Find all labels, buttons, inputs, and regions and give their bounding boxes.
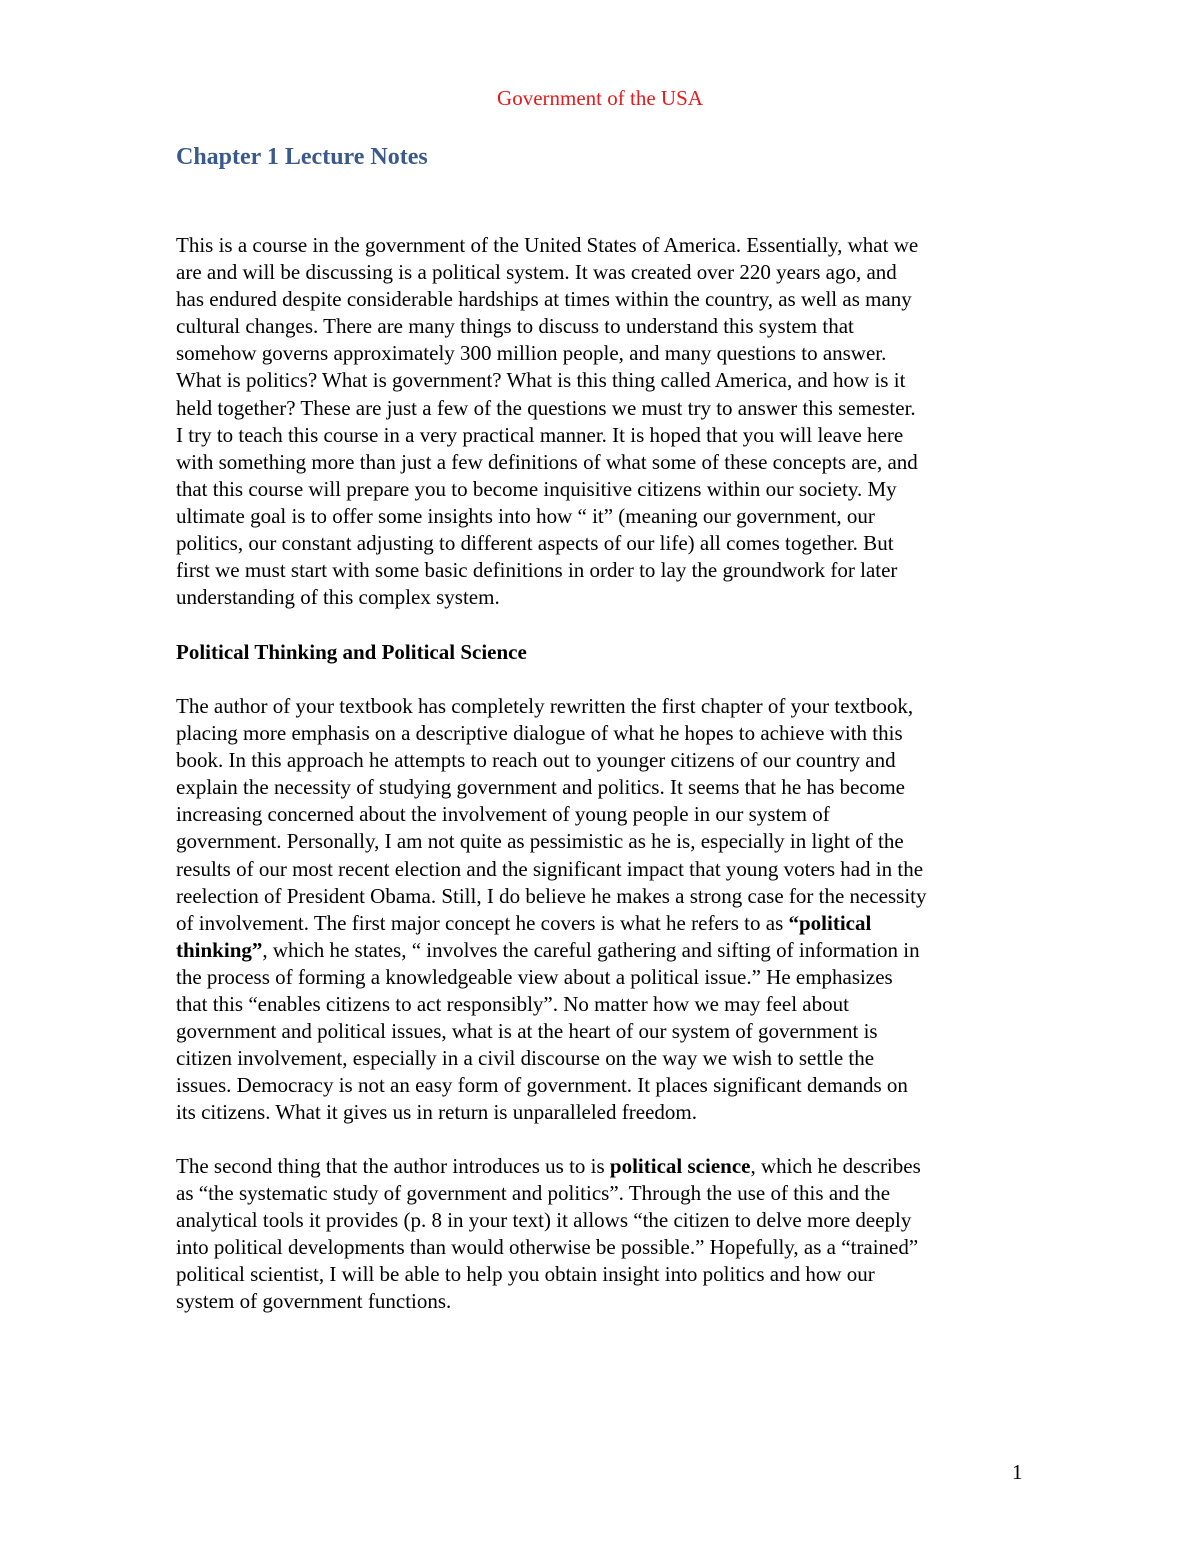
paragraph-line: has endured despite considerable hardships at times within the country, as well as many xyxy=(176,287,912,312)
paragraph-line: What is politics? What is government? What is this thing called America, and how is it xyxy=(176,368,906,393)
paragraph-line: analytical tools it provides (p. 8 in your text) it allows “the citizen to delve more deeply xyxy=(176,1208,912,1233)
body-paragraph-1 xyxy=(176,693,1036,1127)
page-number: 1 xyxy=(1012,1460,1023,1484)
body-paragraph-2 xyxy=(176,1153,1036,1316)
paragraph-line: This is a course in the government of the United States of America. Essentially, what we xyxy=(176,233,919,257)
paragraph-line: I try to teach this course in a very practical manner. It is hoped that you will leave here xyxy=(176,422,904,447)
paragraph-line: that this “enables citizens to act responsibly”. No matter how we may feel about xyxy=(176,992,849,1017)
paragraph-line: that this course will prepare you to become inquisitive citizens within our society. My xyxy=(176,476,897,501)
line-text: , which he states, “ involves the careful gathering and sifting of information in xyxy=(262,937,920,962)
paragraph-line: issues. Democracy is not an easy form of government. It places significant demands on xyxy=(176,1073,908,1098)
paragraph-line: understanding of this complex system. xyxy=(176,585,500,610)
paragraph-line: increasing concerned about the involvement of young people in our system of xyxy=(176,802,830,827)
intro-paragraph xyxy=(176,232,1036,611)
paragraph-line xyxy=(176,937,1036,964)
paragraph-line: with something more than just a few definitions of what some of these concepts are, and xyxy=(176,449,918,474)
line-text: of involvement. The first major concept he covers is what he refers to as xyxy=(176,910,789,935)
paragraph-line: book. In this approach he attempts to reach out to younger citizens of our country and xyxy=(176,748,896,773)
paragraph-line: the process of forming a knowledgeable view about a political issue.” He emphasizes xyxy=(176,964,893,989)
paragraph-line: are and will be discussing is a political system. It was created over 220 years ago, and xyxy=(176,260,897,285)
section-heading: Political Thinking and Political Science xyxy=(176,640,527,664)
paragraph-line: government. Personally, I am not quite as pessimistic as he is, especially in light of the xyxy=(176,829,904,854)
chapter-title: Chapter 1 Lecture Notes xyxy=(176,144,428,170)
paragraph-line: reelection of President Obama. Still, I do believe he makes a strong case for the necessity xyxy=(176,883,927,908)
paragraph-line: The author of your textbook has completely rewritten the first chapter of your textbook, xyxy=(176,694,914,718)
term-political-thinking-end: thinking” xyxy=(176,937,263,962)
paragraph-line: politics, our constant adjusting to different aspects of our life) all comes together. But xyxy=(176,531,894,556)
paragraph-line: results of our most recent election and the significant impact that young voters had in the xyxy=(176,856,924,881)
paragraph-line: political scientist, I will be able to help you obtain insight into politics and how our xyxy=(176,1262,875,1287)
line-text: The second thing that the author introduces us to is xyxy=(176,1154,610,1178)
paragraph-line: as “the systematic study of government and politics”. Through the use of this and the xyxy=(176,1181,891,1206)
line-text: , which he describes xyxy=(750,1154,921,1178)
paragraph-line: into political developments than would otherwise be possible.” Hopefully, as a “trained” xyxy=(176,1235,919,1260)
paragraph-line: explain the necessity of studying government and politics. It seems that he has become xyxy=(176,775,905,800)
paragraph-line: its citizens. What it gives us in return is unparalleled freedom. xyxy=(176,1100,697,1125)
term-political-science: political science xyxy=(609,1154,751,1178)
paragraph-line: somehow governs approximately 300 million people, and many questions to answer. xyxy=(176,341,887,366)
document-header: Government of the USA xyxy=(497,86,703,110)
paragraph-line: government and political issues, what is at the heart of our system of government is xyxy=(176,1019,878,1044)
paragraph-line: cultural changes. There are many things to discuss to understand this system that xyxy=(176,314,854,339)
paragraph-line xyxy=(176,1153,1036,1180)
term-political-thinking: “political xyxy=(788,910,872,935)
paragraph-line: held together? These are just a few of the questions we must try to answer this semester. xyxy=(176,395,916,420)
paragraph-line: ultimate goal is to offer some insights into how “ it” (meaning our government, our xyxy=(176,503,875,528)
paragraph-line xyxy=(176,910,1036,937)
paragraph-line: system of government functions. xyxy=(176,1289,452,1314)
paragraph-line: placing more emphasis on a descriptive dialogue of what he hopes to achieve with this xyxy=(176,721,903,746)
paragraph-line: citizen involvement, especially in a civil discourse on the way we wish to settle the xyxy=(176,1046,875,1071)
paragraph-line: first we must start with some basic definitions in order to lay the groundwork for later xyxy=(176,558,898,583)
